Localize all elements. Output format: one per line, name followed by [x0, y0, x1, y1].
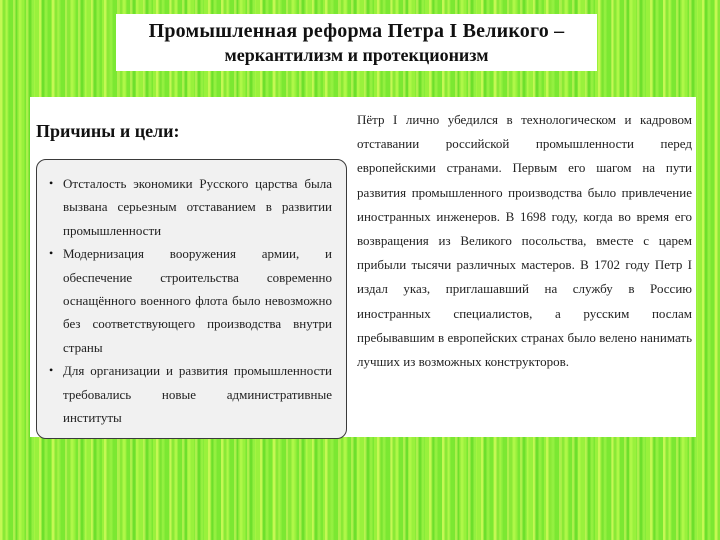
reason-text: Отсталость экономики Русского царства была вызвана серьезным отставанием в развитии промышленности [63, 176, 332, 238]
bullet-icon: • [49, 176, 54, 190]
slide-title-line-1: Промышленная реформа Петра I Великого – [148, 20, 565, 42]
reason-text: Для организации и развития промышленности требовались новые административные институты [63, 363, 332, 426]
bullet-icon: • [49, 363, 54, 378]
reason-item [49, 172, 332, 242]
reasons-list [49, 172, 332, 429]
reasons-heading: Причины и цели: [36, 121, 180, 141]
history-paragraph: Пётр I лично убедился в технологическом и кадровом отставании российской промышленности перед европейскими странами. Первым его шагом на пути развития промышленного производства было привлечение иностранных инженеров. В 1698 году, когда во время его возвращения из Великого посольства, вместе с царем прибыли тысячи различных мастеров. В 1702 году Петр I издал указ, приглашавший на службу в Россию иностранных специалистов, а русским послам пребывавшим в европейских странах было велено нанимать лучших из возможных конструкторов. [357, 112, 692, 370]
slide-title-box [116, 14, 597, 71]
reason-item [49, 242, 332, 359]
reason-text: Модернизация вооружения армии, и обеспечение строительства современно оснащённого военного флота было невозможно без соответствующего производства внутри страны [63, 246, 332, 355]
slide-title-line-2: меркантилизм и протекционизм [224, 45, 489, 65]
bullet-icon: • [49, 246, 54, 261]
reason-item [49, 359, 332, 429]
reasons-box [36, 159, 347, 439]
content-panel [30, 97, 696, 437]
